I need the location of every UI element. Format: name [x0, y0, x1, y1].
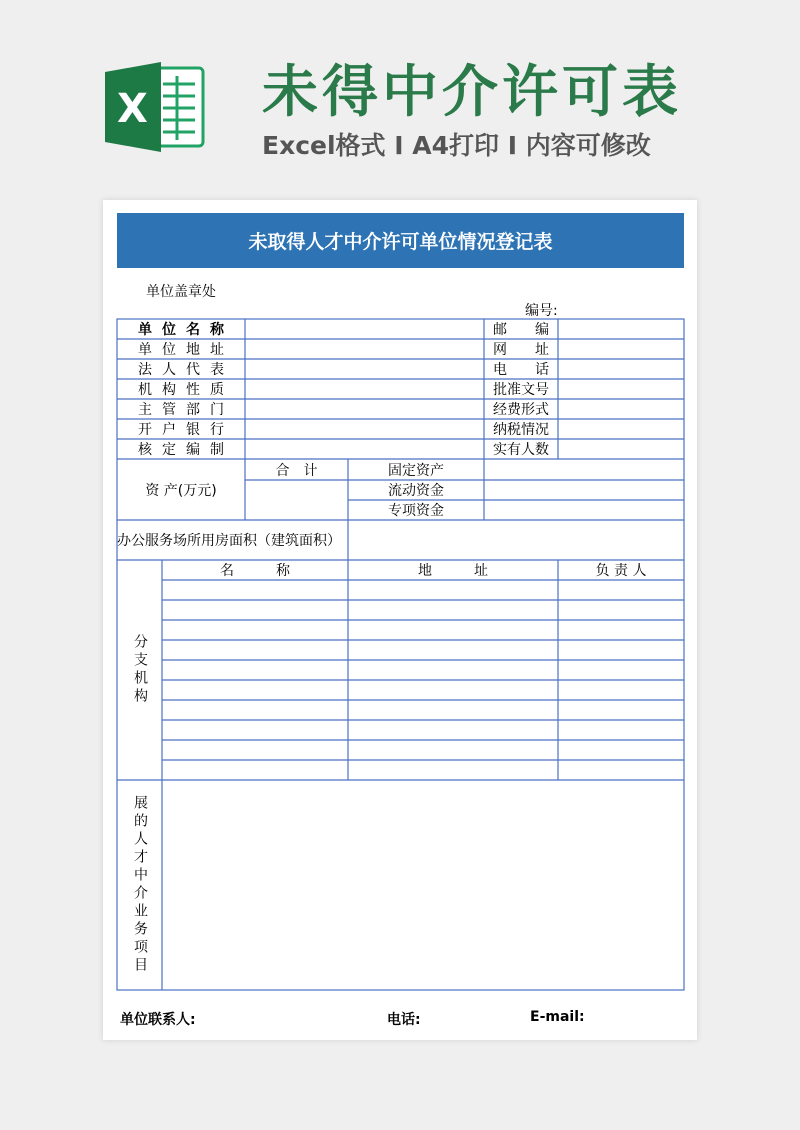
unit-name-field[interactable] [246, 320, 483, 338]
website-field[interactable] [559, 340, 683, 358]
bank-field[interactable] [246, 420, 483, 438]
tax-status-field[interactable] [559, 420, 683, 438]
label-unit-address: 单位地址 [138, 342, 234, 358]
staffing-field[interactable] [246, 440, 483, 458]
contact-label: 单位联系人: [120, 1012, 196, 1028]
approval-no-field[interactable] [559, 380, 683, 398]
label-phone: 电 话 [493, 362, 549, 378]
postcode-field[interactable] [559, 320, 683, 338]
office-area-field[interactable] [349, 521, 683, 559]
label-branch-text: 分支机构 [132, 634, 148, 706]
label-org-nature: 机构性质 [138, 382, 234, 398]
label-assets-total: 合 计 [275, 462, 318, 479]
label-staffing: 核定编制 [138, 442, 234, 458]
branch-col-name: 名 称 [220, 563, 290, 579]
legal-rep-field[interactable] [246, 360, 483, 378]
label-postcode: 邮 编 [493, 322, 549, 338]
label-assets: 资 产(万元) [145, 482, 217, 499]
org-nature-field[interactable] [246, 380, 483, 398]
seal-label: 单位盖章处 [146, 284, 216, 300]
label-tax-status: 纳税情况 [493, 422, 549, 438]
fixed-assets-field[interactable] [485, 460, 683, 479]
number-label: 编号: [525, 303, 558, 319]
assets-total-field[interactable] [246, 481, 347, 519]
label-projects-text: 展的人才中介业务项目 [132, 795, 148, 975]
label-actual-headcount: 实有人数 [493, 442, 549, 458]
projects-field[interactable] [163, 781, 683, 989]
label-bank: 开户银行 [138, 422, 234, 438]
svg-text:X: X [117, 86, 148, 132]
label-office-area: 办公服务场所用房面积（建筑面积） [117, 533, 341, 549]
label-unit-name: 单位名称 [138, 322, 234, 338]
supervisor-dept-field[interactable] [246, 400, 483, 418]
label-legal-rep: 法人代表 [138, 362, 234, 378]
label-projects [117, 780, 162, 990]
special-funds-field[interactable] [485, 501, 683, 519]
page-title: 未得中介许可表 [262, 60, 682, 125]
branch-col-manager: 负 责 人 [595, 563, 647, 579]
label-website: 网 址 [493, 342, 549, 358]
label-fixed-assets: 固定资产 [388, 462, 444, 479]
funding-type-field[interactable] [559, 400, 683, 418]
footer-email-label: E-mail: [530, 1009, 585, 1025]
branch-col-address: 地 址 [418, 563, 488, 579]
label-special-funds: 专项资金 [388, 503, 444, 519]
page-subtitle: Excel格式 Ι A4打印 Ι 内容可修改 [262, 131, 651, 160]
unit-address-field[interactable] [246, 340, 483, 358]
label-working-capital: 流动资金 [388, 483, 444, 499]
label-approval-no: 批准文号 [493, 382, 549, 398]
footer-phone-label: 电话: [387, 1012, 421, 1028]
label-funding-type: 经费形式 [493, 402, 549, 418]
label-supervisor-dept: 主管部门 [138, 402, 234, 418]
working-capital-field[interactable] [485, 481, 683, 499]
label-branch [117, 560, 162, 780]
actual-headcount-field[interactable] [559, 440, 683, 458]
form-header: 未取得人才中介许可单位情况登记表 [117, 213, 684, 268]
phone-field[interactable] [559, 360, 683, 378]
